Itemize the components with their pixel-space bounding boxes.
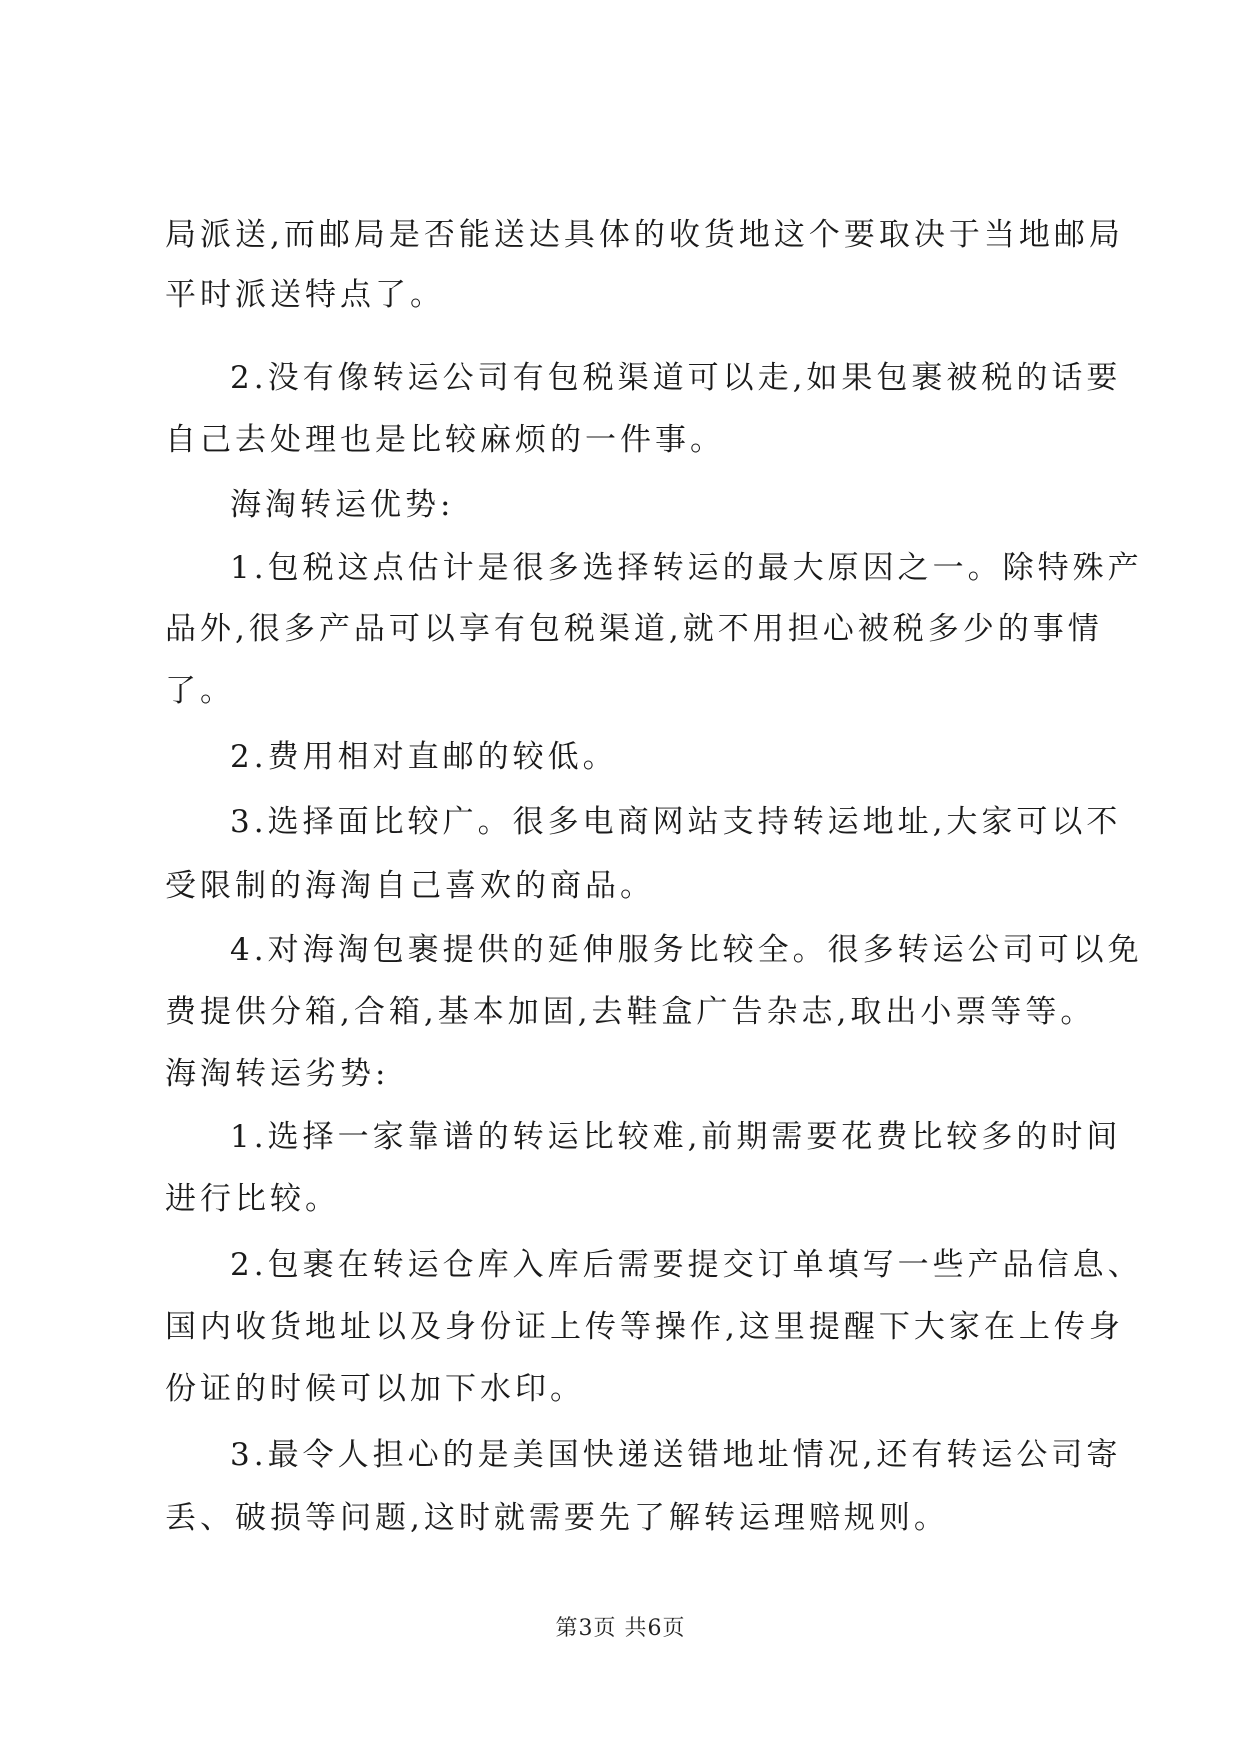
- text-line: 1.选择一家靠谱的转运比较难,前期需要花费比较多的时间: [230, 1119, 1122, 1155]
- text-line: 2.费用相对直邮的较低。: [230, 739, 618, 775]
- text-line: 自己去处理也是比较麻烦的一件事。: [165, 422, 725, 458]
- text-line: 进行比较。: [165, 1181, 340, 1217]
- text-line: 4.对海淘包裹提供的延伸服务比较全。很多转运公司可以免: [230, 932, 1143, 968]
- text-line: 2.包裹在转运仓库入库后需要提交订单填写一些产品信息、: [230, 1247, 1143, 1283]
- section-heading: 海淘转运劣势:: [165, 1056, 390, 1092]
- text-line: 了。: [165, 673, 235, 709]
- text-line: 局派送,而邮局是否能送达具体的收货地这个要取决于当地邮局: [165, 217, 1124, 253]
- text-line: 国内收货地址以及身份证上传等操作,这里提醒下大家在上传身: [165, 1309, 1124, 1345]
- text-line: 平时派送特点了。: [165, 277, 445, 313]
- section-heading: 海淘转运优势:: [230, 487, 455, 523]
- page-footer: 第3页 共6页: [555, 1616, 686, 1641]
- text-line: 丢、破损等问题,这时就需要先了解转运理赔规则。: [165, 1500, 949, 1536]
- text-line: 2.没有像转运公司有包税渠道可以走,如果包裹被税的话要: [230, 360, 1122, 396]
- text-line: 3.最令人担心的是美国快递送错地址情况,还有转运公司寄: [230, 1437, 1122, 1473]
- text-line: 费提供分箱,合箱,基本加固,去鞋盒广告杂志,取出小票等等。: [165, 994, 1096, 1030]
- text-line: 受限制的海淘自己喜欢的商品。: [165, 868, 655, 904]
- text-line: 份证的时候可以加下水印。: [165, 1371, 585, 1407]
- text-line: 1.包税这点估计是很多选择转运的最大原因之一。除特殊产: [230, 550, 1143, 586]
- text-line: 品外,很多产品可以享有包税渠道,就不用担心被税多少的事情: [165, 611, 1103, 647]
- text-line: 3.选择面比较广。很多电商网站支持转运地址,大家可以不: [230, 804, 1122, 840]
